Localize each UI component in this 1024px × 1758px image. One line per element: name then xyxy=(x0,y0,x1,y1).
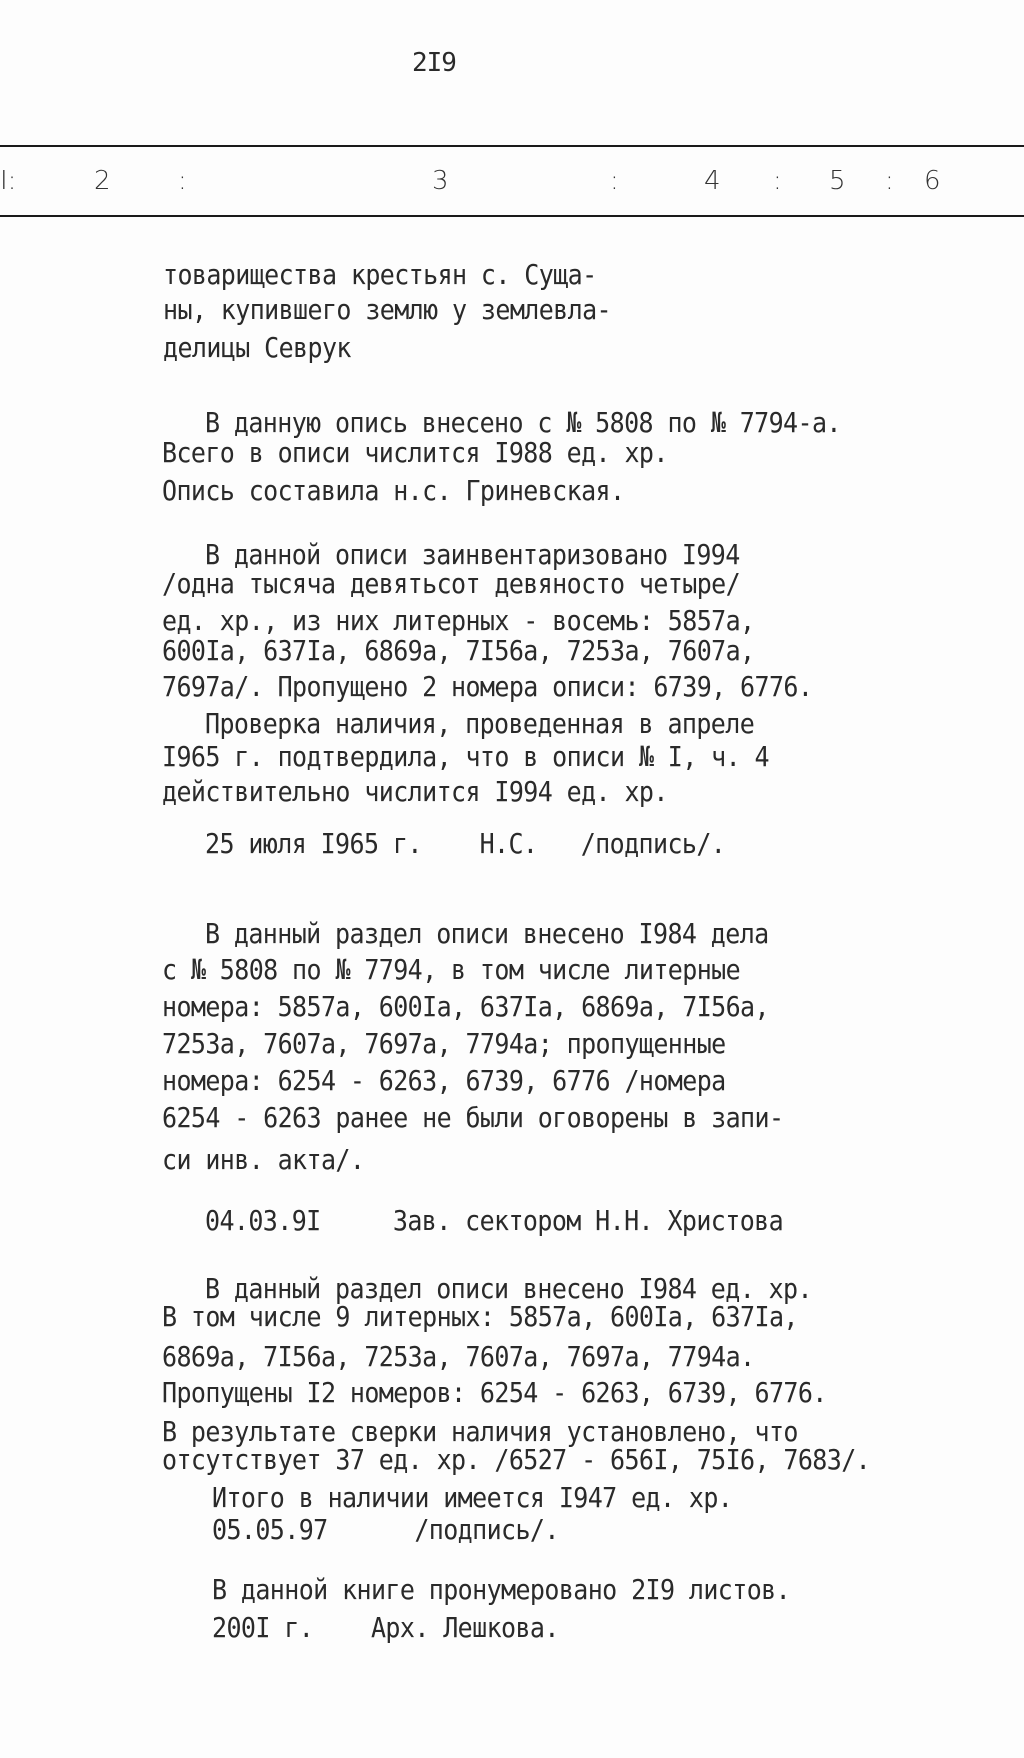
text-line: В данной книге пронумеровано 2I9 листов. xyxy=(212,1573,791,1606)
table-header-top-rule xyxy=(0,145,1024,147)
text-line: 6869а, 7I56а, 7253а, 7607а, 7697а, 7794а. xyxy=(162,1340,755,1373)
text-line: 600Iа, 637Iа, 6869а, 7I56а, 7253а, 7607а, xyxy=(162,634,755,667)
column-2-label: 2 xyxy=(94,166,111,196)
text-line: В том числе 9 литерных: 5857а, 600Iа, 637Iа, xyxy=(162,1300,798,1333)
text-line: 6254 - 6263 ранее не были оговорены в запи- xyxy=(162,1101,784,1134)
text-line: ны, купившего землю у землевла- xyxy=(163,293,611,326)
column-1-label: I: xyxy=(0,166,17,196)
column-separator: : xyxy=(178,166,187,196)
table-header-bottom-rule xyxy=(0,215,1024,217)
text-line: Всего в описи числится I988 ед. хр. xyxy=(162,436,668,469)
text-line: /одна тысяча девятьсот девяносто четыре/ xyxy=(162,567,741,600)
text-line: В результате сверки наличия установлено, что xyxy=(162,1415,798,1448)
text-line: отсутствует 37 ед. хр. /6527 - 656I, 75I6, 7683/. xyxy=(162,1443,871,1476)
page-number: 2I9 xyxy=(412,48,456,78)
text-line: В данную опись внесено с № 5808 по № 7794-а. xyxy=(205,406,841,439)
text-line: 25 июля I965 г. Н.С. /подпись/. xyxy=(205,827,726,860)
text-line: си инв. акта/. xyxy=(162,1143,365,1176)
column-3-label: 3 xyxy=(432,166,449,196)
text-line: делицы Севрук xyxy=(163,331,351,364)
column-separator: : xyxy=(885,166,894,196)
text-line: Проверка наличия, проведенная в апреле xyxy=(205,707,755,740)
text-line: 7253а, 7607а, 7697а, 7794а; пропущенные xyxy=(162,1027,726,1060)
text-line: ед. хр., из них литерных - восемь: 5857а, xyxy=(162,604,755,637)
text-line: В данный раздел описи внесено I984 ед. хр. xyxy=(205,1272,812,1305)
text-line: В данной описи заинвентаризовано I994 xyxy=(205,538,740,571)
text-line: 200I г. Арх. Лешкова. xyxy=(212,1611,559,1644)
column-4-label: 4 xyxy=(704,166,721,196)
column-6-label: 6 xyxy=(924,166,941,196)
text-line: товарищества крестьян с. Суща- xyxy=(163,258,597,291)
text-line: номера: 5857а, 600Iа, 637Iа, 6869а, 7I56а, xyxy=(162,990,769,1023)
text-line: 04.03.9I Зав. сектором Н.Н. Христова xyxy=(205,1204,784,1237)
text-line: номера: 6254 - 6263, 6739, 6776 /номера xyxy=(162,1064,726,1097)
text-line: действительно числится I994 ед. хр. xyxy=(162,775,668,808)
column-5-label: 5 xyxy=(829,166,846,196)
column-separator: : xyxy=(773,166,782,196)
text-line: 05.05.97 /подпись/. xyxy=(212,1513,559,1546)
text-line: 7697а/. Пропущено 2 номера описи: 6739, 6776. xyxy=(162,670,813,703)
text-line: Пропущены I2 номеров: 6254 - 6263, 6739, 6776. xyxy=(162,1376,827,1409)
text-line: с № 5808 по № 7794, в том числе литерные xyxy=(162,953,741,986)
text-line: I965 г. подтвердила, что в описи № I, ч. 4 xyxy=(162,740,769,773)
text-line: Опись составила н.с. Гриневская. xyxy=(162,474,625,507)
text-line: В данный раздел описи внесено I984 дела xyxy=(205,917,769,950)
text-line: Итого в наличии имеется I947 ед. хр. xyxy=(212,1481,733,1514)
column-separator: : xyxy=(610,166,619,196)
